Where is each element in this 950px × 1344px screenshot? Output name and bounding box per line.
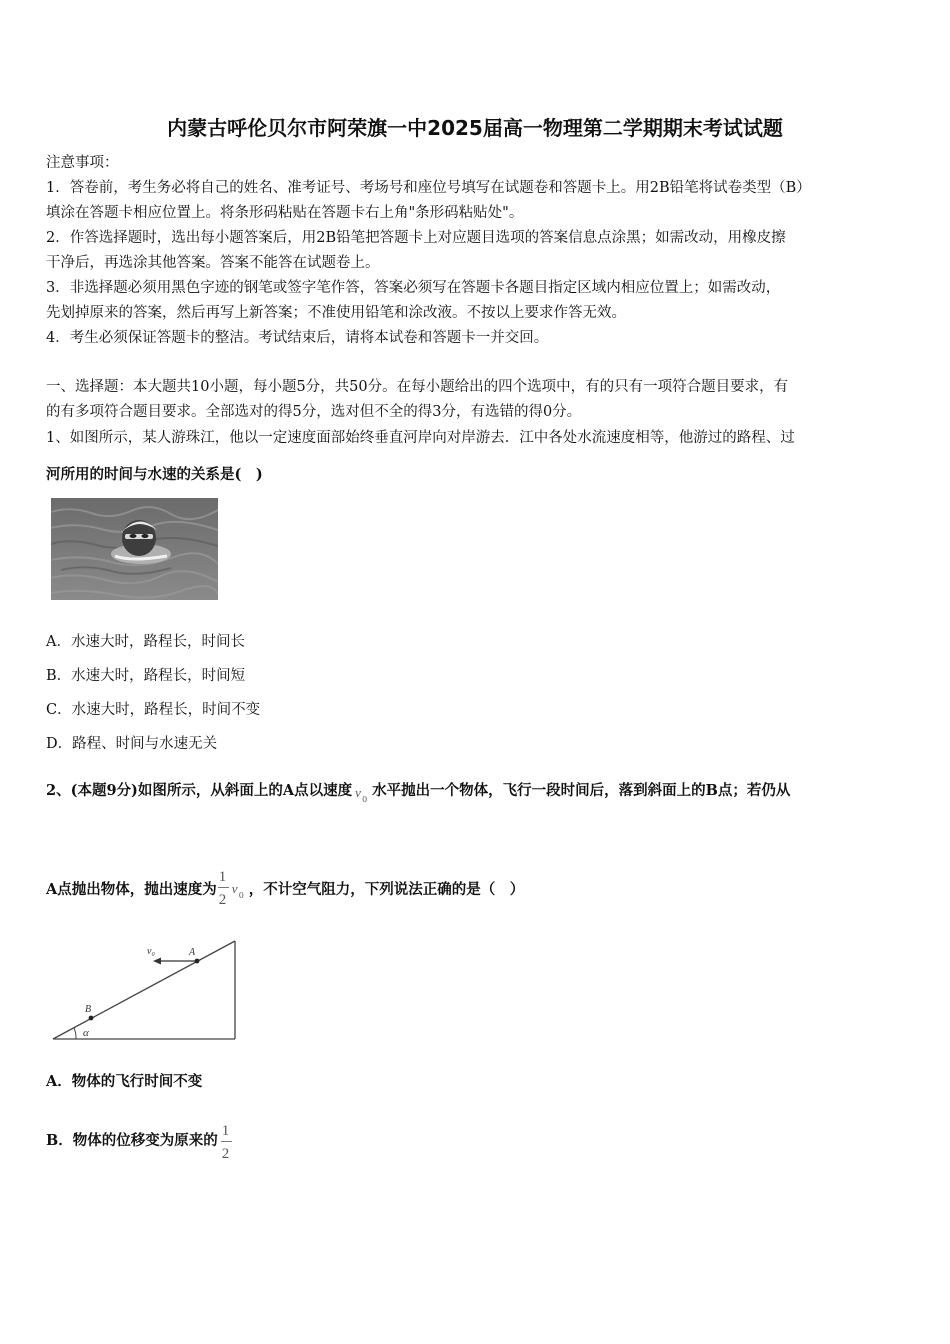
- question-2-stem-part2: 水平抛出一个物体，飞行一段时间后，落到斜面上的B点；若仍从: [372, 782, 791, 799]
- incline-slope: [53, 941, 235, 1039]
- notice-item-3-cont: 先划掉原来的答案，然后再写上新答案；不准使用铅笔和涂改液。不按以上要求作答无效。: [46, 305, 626, 321]
- notice-item-1: 1．答卷前，考生务必将自己的姓名、准考证号、考场号和座位号填写在试题卷和答题卡上。用2B铅笔将试卷类型（B）: [46, 180, 811, 196]
- label-b: B: [85, 1004, 92, 1015]
- label-v0: v₀: [147, 946, 155, 957]
- section-heading-cont: 的有多项符合题目要求。全部选对的得5分，选对但不全的得3分，有选错的得0分。: [46, 404, 582, 420]
- section-heading: 一、选择题：本大题共10小题，每小题5分，共50分。在每小题给出的四个选项中，有的只有一项符合题目要求，有: [46, 379, 789, 395]
- swimmer-photo: [51, 498, 218, 600]
- incline-figure: [50, 935, 242, 1043]
- point-b: [89, 1016, 94, 1021]
- velocity-arrowhead: [153, 958, 161, 965]
- question-1-option-c: C．水速大时，路程长，时间不变: [46, 702, 261, 718]
- label-a: A: [189, 947, 196, 958]
- notice-item-2: 2．作答选择题时，选出每小题答案后，用2B铅笔把答题卡上对应题目选项的答案信息点涂黑；如需改动，用橡皮擦: [46, 230, 786, 246]
- question-2-stem2-part1: A点抛出物体，抛出速度为: [46, 881, 217, 898]
- question-2-option-b: B．物体的位移变为原来的 $\frac{1}{2}$: [46, 1131, 234, 1151]
- angle-arc: [74, 1028, 76, 1039]
- question-1-option-d: D．路程、时间与水速无关: [46, 736, 218, 752]
- page-title: 内蒙古呼伦贝尔市阿荣旗一中2025届高一物理第二学期期末考试试题: [167, 116, 783, 140]
- question-2-stem2-part2: ，不计空气阻力，下列说法正确的是（ ）: [248, 881, 525, 898]
- question-1-option-b: B．水速大时，路程长，时间短: [46, 668, 246, 684]
- notice-item-3: 3．非选择题必须用黑色字迹的钢笔或签字笔作答，答案必须写在答题卡各题目指定区域内相应位置上；如需改动，: [46, 280, 781, 296]
- notice-heading: 注意事项：: [46, 155, 119, 171]
- notice-item-4: 4．考生必须保证答题卡的整洁。考试结束后，请将本试卷和答题卡一并交回。: [46, 330, 549, 346]
- question-2-option-a: A．物体的飞行时间不变: [46, 1073, 203, 1090]
- question-1-stem-cont: 河所用的时间与水速的关系是( ): [46, 466, 263, 483]
- notice-item-1-cont: 填涂在答题卡相应位置上。将条形码粘贴在答题卡右上角"条形码粘贴处"。: [46, 205, 524, 221]
- question-1-stem: 1、如图所示，某人游珠江，他以一定速度面部始终垂直河岸向对岸游去．江中各处水流速度相等，他游过的路程、过: [46, 430, 795, 446]
- point-a: [195, 959, 200, 964]
- question-1-option-a: A．水速大时，路程长，时间长: [46, 634, 245, 650]
- question-2-stem-part1: 2、(本题9分)如图所示，从斜面上的A点以速度: [46, 782, 353, 799]
- notice-item-2-cont: 干净后，再选涂其他答案。答案不能答在试题卷上。: [46, 255, 380, 271]
- question-2-stem-line2: A点抛出物体，抛出速度为 1 2 v 0 ，不计空气阻力，下列说法正确的是（ ）: [46, 869, 525, 908]
- question-2-stem: 2、(本题9分)如图所示，从斜面上的A点以速度 v 0 水平抛出一个物体，飞行一段时间后，落到斜面上的B点；若仍从: [46, 782, 791, 804]
- question-2-option-b-text: B．物体的位移变为原来的: [46, 1132, 218, 1149]
- label-alpha: α: [83, 1027, 89, 1039]
